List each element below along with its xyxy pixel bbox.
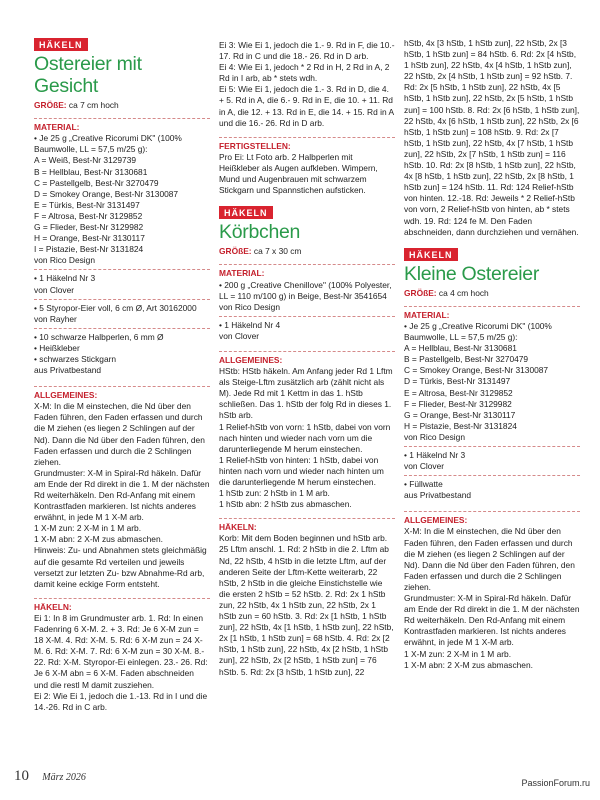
column-1 <box>34 38 210 713</box>
general-heading-3: ALLGEMEINES: <box>404 511 580 526</box>
decrease: 1 X-M abn: 2 X-M zus abmaschen. <box>34 534 163 545</box>
color-b: B = Hellblau, Best-Nr 3130681 <box>34 166 148 177</box>
k-color-b: B = Pastellgelb, Best-Nr 3270479 <box>404 354 529 365</box>
supplier-clover-2: von Clover <box>219 330 260 341</box>
color-g: G = Flieder, Best-Nr 3129982 <box>34 222 144 233</box>
hook-2: • 1 Häkelnd Nr 4 <box>219 319 281 330</box>
basic-pattern-3: Grundmuster: X-M in Spiral-Rd häkeln. Dafür am Ende der Rd direkt in die 1. M der nächsten Rd weiterhäkeln. Den Rd-Anfang mit einem Kontrastfaden markieren. Ist nichts anderes erwähnt, in jede M 1 X-M arb. <box>404 593 580 648</box>
general-xm: X-M: In die M einstechen, die Nd über den Faden führen, den Faden erfassen und durch die M ziehen (es liegen 2 Schlingen auf der Nd). Dann die Nd über den Faden führen, den Faden erfassen und durch die 2 Schlingen ziehen. <box>34 401 205 467</box>
embroidery-yarn: • schwarzes Stickgarn <box>34 353 117 364</box>
size-line-2: GRÖßE: ca 7 x 30 cm <box>219 246 302 257</box>
color-a: A = Weiß, Best-Nr 3129739 <box>34 155 137 166</box>
k-color-f: F = Flieder, Best-Nr 3129982 <box>404 398 512 409</box>
color-d: D = Smokey Orange, Best-Nr 3130087 <box>34 188 179 199</box>
color-e: E = Türkis, Best-Nr 3131497 <box>34 199 140 210</box>
color-f: F = Altrosa, Best-Nr 3129852 <box>34 210 143 221</box>
hook-3: • 1 Häkelnd Nr 3 <box>404 450 466 460</box>
glue: • Heißkleber <box>34 342 80 353</box>
title-ostereier: Ostereier mit Gesicht <box>34 53 142 98</box>
k-color-e: E = Altrosa, Best-Nr 3129852 <box>404 387 513 398</box>
hstb: HStb: HStb häkeln. Am Anfang jeder Rd 1 Lftm als Steige-Lftm zusätzlich arb (zählt nicht als M). Jede Rd mit 1 Kettm in das 1. hStb schließen. Das 1. hStb der folg Rd in dieses 1. hStb arb. <box>219 366 393 421</box>
page-footer <box>14 768 86 785</box>
supplier-clover: von Clover <box>34 284 75 295</box>
k-color-h: H = Pistazie, Best-Nr 3131824 <box>404 420 517 431</box>
size-line: GRÖßE: ca 7 cm hoch <box>34 100 119 111</box>
basket-continued: hStb, 4x [3 hStb, 1 hStb zun], 22 hStb, 2x [3 hStb, 1 hStb zun] = 84 hStb. 6. Rd: 2x [4 hStb, 1 hStb zun], 22 hStb, 4x [4 hStb, 1 hStb zun], 22 hStb, 2x [4 hStb, 1 hStb zun] = 92 hStb. 7. Rd: 2x [5 hStb, 1 hStb zun], 22 hStb, 4x [5 hStb, 1 hStb zun], 22 hStb, 2x [5 hStb, 1 hStb zun] = 100 hStb. 8. Rd: 2x [6 hStb, 1 hStb zun], 22 hStb, 4x [6 hStb, 1 hStb zun], 22 hStb, 2x [6 hStb, 1 hStb zun] = 108 hStb. 9. Rd: 2x [7 hStb, 1 hStb zun], 22 hStb, 4x [7 hStb, 1 hStb zun], 22 hStb, 2x [7 hStb, 1 hStb zun] = 116 hStb. 10. Rd: 2x [8 hStb, 1 hStb zun], 22 hStb, 4x [8 hStb, 1 hStb zun], 22 hStb, 2x [8 hStb, 1 hStb zun] = 124 hStb. 11. Rd: 124 Relief-hStb von hinten. 12.-18. Rd: Jeweils * 2 Relief-hStb von vorn, 2 Relief-hStb von hinten, ab * stets wdh. 19. Rd: 124 fe M. Den Faden abschneiden, dann durchziehen und vernähen. <box>404 38 580 237</box>
material-intro-3: • Je 25 g „Creative Ricorumi DK" (100% Baumwolle, LL = 57,5 m/25 g): <box>404 320 552 343</box>
general-heading: ALLGEMEINES: <box>34 386 210 401</box>
section-tag-2: HÄKELN <box>219 206 273 219</box>
k-color-a: A = Hellblau, Best-Nr 3130681 <box>404 343 517 354</box>
k-color-c: C = Smokey Orange, Best-Nr 3130087 <box>404 365 549 376</box>
increase-3: 1 X-M zun: 2 X-M in 1 M arb. <box>404 648 512 659</box>
watermark: PassionForum.ru <box>521 778 590 788</box>
note: Hinweis: Zu- und Abnahmen stets gleichmäßig auf die gesamte Rd verteilen und jeweils versetzt zur letzten Zu- bzw Abnahme-Rd arb, damit keine eckige Form entsteht. <box>34 545 207 589</box>
basic-pattern: Grundmuster: X-M in Spiral-Rd häkeln. Dafür am Ende der Rd direkt in die 1. M der nächsten Rd weiterhäkeln. Den Rd-Anfang mit einem Kontrastfaden markieren. Ist nichts anderes erwähnt, in jede M 1 X-M arb. <box>34 467 210 523</box>
supplier-clover-3: von Clover <box>404 461 445 472</box>
supplier-rico-3: von Rico Design <box>404 431 465 442</box>
size-line-3: GRÖßE: ca 4 cm hoch <box>404 287 489 298</box>
egg-2: Ei 2: Wie Ei 1, jedoch die 1.-13. Rd in I und die 14.-26. Rd in C arb. <box>34 690 208 712</box>
material-heading-3: MATERIAL: <box>404 306 580 321</box>
k-color-g: G = Orange, Best-Nr 3130117 <box>404 409 516 420</box>
supplier-rico-2: von Rico Design <box>219 301 280 312</box>
beads: • 10 schwarze Halbperlen, 6 mm Ø <box>34 331 164 342</box>
finishing-text: Pro Ei: Lt Foto arb. 2 Halbperlen mit Heißkleber als Augen aufkleben. Wimpern, Mund und Augenbrauen mit schwarzem Stickgarn und Spannstichen aufsticken. <box>219 151 378 196</box>
stuffing: • Füllwatte <box>404 479 443 490</box>
title-kleine-ostereier: Kleine Ostereier <box>404 262 540 285</box>
decrease-3: 1 X-M abn: 2 X-M zus abmaschen. <box>404 659 533 670</box>
section-tag-3: HÄKELN <box>404 248 458 261</box>
egg-5: Ei 5: Wie Ei 1, jedoch die 1.- 3. Rd in D, die 4. + 5. Rd in A, die 6.- 9. Rd in E, die 10. + 11. Rd in A, die 12. + 13. Rd in E, die 14. + 15. Rd in A und die 16.- 26. Rd in D arb. <box>219 84 394 128</box>
egg-1: Ei 1: In 8 im Grundmuster arb. 1. Rd: In einen Fadenring 6 X-M. 2. + 3. Rd: Je 6 X-M zun = 18 X-M. 4. Rd: X-M. 5. Rd: 6 X-M zun = 24 X-M. 6. Rd: X-M. 7. Rd: 6 X-M zun = 30 X-M. 8.- 22. Rd: X-M. Styropor-Ei einlegen. 23.- 26. Rd: Je 6 X-M abn = 6 X-M. Faden abschneiden und die restl M damit zusziehen. <box>34 612 208 690</box>
column-3 <box>404 38 580 671</box>
increase: 1 X-M zun: 2 X-M in 1 M arb. <box>34 523 142 534</box>
relief-back: 1 Relief-hStb von hinten: 1 hStb, dabei von hinten nach vorn und wieder nach hinten um die darunterliegende M herum einstechen. <box>219 454 384 487</box>
material-intro: • Je 25 g „Creative Ricorumi DK" (100% Baumwolle, LL = 57,5 m/25 g): <box>34 133 182 155</box>
hstb-decrease: 1 hStb abn: 2 hStb zus abmaschen. <box>219 499 352 510</box>
egg-3: Ei 3: Wie Ei 1, jedoch die 1.- 9. Rd in F, die 10.- 17. Rd in C und die 18.- 26. Rd in D arb. <box>219 40 395 62</box>
section-tag: HÄKELN <box>34 38 88 51</box>
title-koerbchen: Körbchen <box>219 221 301 244</box>
color-h: H = Orange, Best-Nr 3130117 <box>34 233 145 244</box>
crochet-heading-2: HÄKELN: <box>219 518 395 533</box>
supplier-private-3: aus Privatbestand <box>404 490 472 501</box>
styrofoam-eggs: • 5 Styropor-Eier voll, 6 cm Ø, Art 30162000 <box>34 302 197 313</box>
material-heading: MATERIAL: <box>34 118 210 133</box>
page-number: 10 <box>14 768 29 784</box>
supplier-private: aus Privatbestand <box>34 365 102 376</box>
general-heading-2: ALLGEMEINES: <box>219 351 395 366</box>
color-i: I = Pistazie, Best-Nr 3131824 <box>34 244 144 255</box>
supplier-rayher: von Rayher <box>34 313 77 324</box>
column-2 <box>219 40 395 678</box>
hook: • 1 Häkelnd Nr 3 <box>34 273 96 284</box>
basket-text: Korb: Mit dem Boden beginnen und hStb arb. 25 Lftm anschl. 1. Rd: 2 hStb in die 2. Lftm ab Nd, 22 hStb, 4 hStb in die letzte Lftm, auf der anderen Seite der Lftm-Kette weiterarb, 22 hStb, 2 hStb in die gleiche Einstichstelle wie die ersten 2 hStb = 52 hStb. 2. Rd: 2x 1 hStb zun, 22 hStb, 4x 1 hStb zun, 22 hStb, 2x 1 hStb zun = 60 hStb. 3. Rd: 2x [1 hStb, 1 hStb zun], 22 hStb, 4x [1 hStb, 1 hStb zun], 22 hStb, 2x [1 hStb, 1 hStb zun] = 68 hStb. 4. Rd: 2x [2 hStb, 1 hStb zun], 22 hStb, 4x [2 hStb, 1 hStb zun], 22 hStb, 2x [2 hStb, 1 hStb zun] = 76 hStb. 5. Rd: 2x [3 hStb, 1 hStb zun], 22 <box>219 533 394 677</box>
finishing-heading: FERTIGSTELLEN: <box>219 137 395 152</box>
hstb-increase: 1 hStb zun: 2 hStb in 1 M arb. <box>219 488 330 499</box>
k-color-d: D = Türkis, Best-Nr 3131497 <box>404 376 511 387</box>
relief-front: 1 Relief-hStb von vorn: 1 hStb, dabei von vorn nach hinten und wieder nach vorn um die darunterliegende M herum einstechen. <box>219 421 391 454</box>
color-c: C = Pastellgelb, Best-Nr 3270479 <box>34 177 159 188</box>
issue-month: März 2026 <box>42 772 86 783</box>
crochet-heading: HÄKELN: <box>34 598 210 613</box>
material-heading-2: MATERIAL: <box>219 264 395 279</box>
supplier-rico: von Rico Design <box>34 255 95 266</box>
general-xm-3: X-M: In die M einstechen, die Nd über den Faden führen, den Faden erfassen und durch die M ziehen (es liegen 2 Schlingen auf der Nd). Dann die Nd über den Faden führen, den Faden erfassen und durch die 2 Schlingen ziehen. <box>404 526 575 592</box>
egg-4: Ei 4: Wie Ei 1, jedoch * 2 Rd in H, 2 Rd in A, 2 Rd in I arb, ab * stets wdh. <box>219 62 390 84</box>
material-yarn: • 200 g „Creative Chenillove" (100% Polyester, LL = 110 m/100 g) in Beige, Best-Nr 3541654 <box>219 279 392 301</box>
